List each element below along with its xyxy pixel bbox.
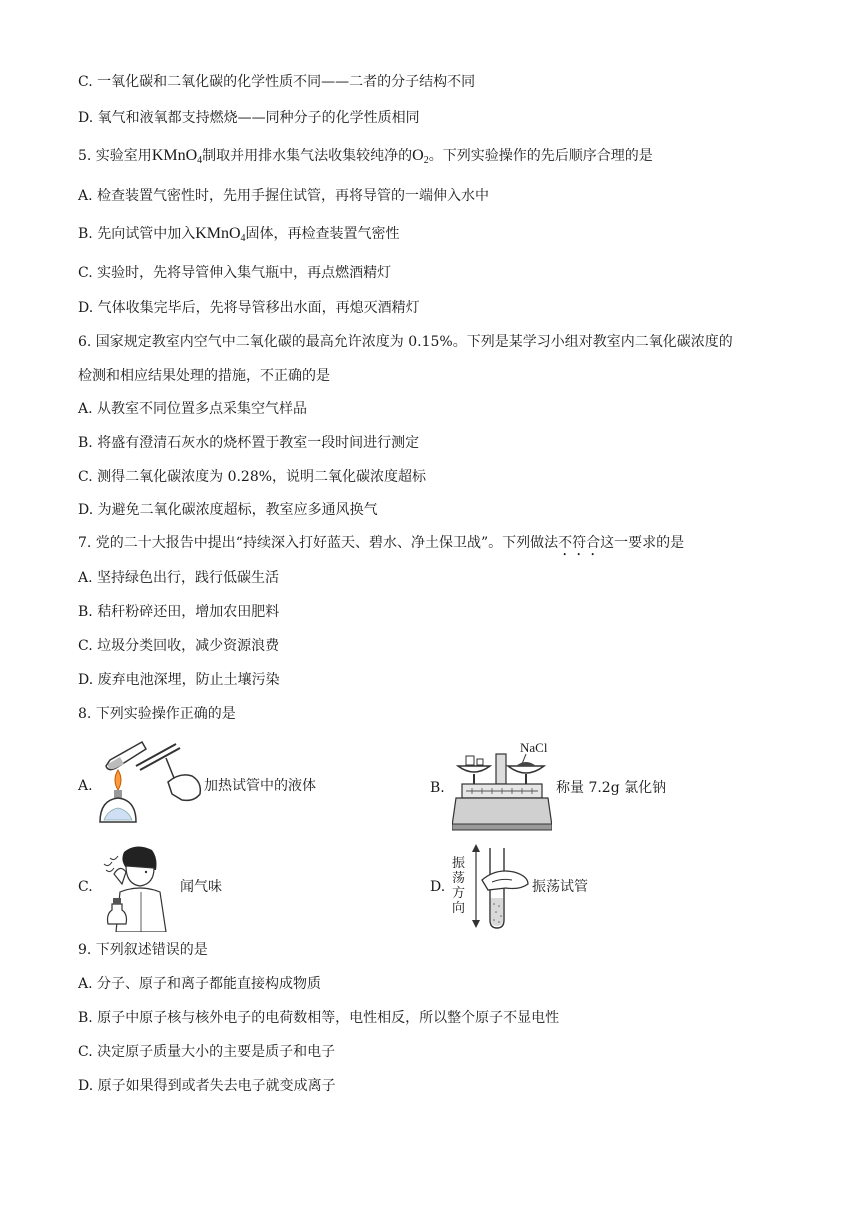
smelling-student-figure (96, 844, 176, 932)
q8-option-c-caption: 闻气味 (180, 879, 222, 895)
formula-kmno4: KMnO$_4$ (151, 147, 203, 166)
q7-stem: 7. 党的二十大报告中提出“持续深入打好蓝天、碧水、净土保卫战”。下列做法不符合这一要求的是 (78, 535, 685, 551)
q4-option-c: C. 一氧化碳和二氧化碳的化学性质不同——二者的分子结构不同 (78, 74, 476, 90)
heating-test-tube-figure (96, 738, 204, 834)
q5-option-d: D. 气体收集完毕后，先将导管移出水面，再熄灭酒精灯 (78, 300, 420, 316)
q9-stem: 9. 下列叙述错误的是 (78, 942, 208, 958)
q9-option-d: D. 原子如果得到或者失去电子就变成离子 (78, 1078, 336, 1094)
q7-option-c: C. 垃圾分类回收，减少资源浪费 (78, 638, 280, 654)
q5-option-a: A. 检查装置气密性时，先用手握住试管，再将导管的一端伸入水中 (78, 188, 490, 204)
q6-stem-line1: 6. 国家规定教室内空气中二氧化碳的最高允许浓度为 0.15%。下列是某学习小组对教室内二氧化碳浓度的 (78, 334, 733, 350)
q6-option-b: B. 将盛有澄清石灰水的烧杯置于教室一段时间进行测定 (78, 435, 420, 451)
q5-stem: 5. 实验室用KMnO$_4$制取并用排水集气法收集较纯净的$O_2$。下列实验操作的先后顺序合理的是 (78, 147, 653, 166)
q8-option-a-letter: A. (78, 778, 93, 794)
q5-option-b: B. 先向试管中加入KMnO$_4$固体，再检查装置气密性 (78, 225, 400, 244)
q8-option-d-letter: D. (430, 879, 446, 895)
q7-option-a: A. 坚持绿色出行，践行低碳生活 (78, 570, 280, 586)
q8-option-c-letter: C. (78, 879, 93, 895)
balance-scale-figure (452, 748, 552, 832)
q8-option-d-caption: 振荡试管 (532, 879, 588, 895)
q6-option-d: D. 为避免二氧化碳浓度超标，教室应多通风换气 (78, 502, 378, 518)
q6-stem-line2: 检测和相应结果处理的措施，不正确的是 (78, 368, 330, 384)
q8-stem: 8. 下列实验操作正确的是 (78, 706, 236, 722)
nacl-label: NaCl (520, 740, 548, 755)
formula-o2: $O_2$ (412, 147, 429, 166)
q9-option-c: C. 决定原子质量大小的主要是质子和电子 (78, 1044, 336, 1060)
q7-option-d: D. 废弃电池深埋，防止土壤污染 (78, 672, 280, 688)
q9-option-a: A. 分子、原子和离子都能直接构成物质 (78, 976, 322, 992)
q8-option-b-caption: 称量 7.2g 氯化钠 (556, 780, 667, 796)
emphasis-not-comply: 不符合 (558, 535, 601, 551)
shaking-test-tube-figure (466, 840, 530, 932)
q8-option-a-caption: 加热试管中的液体 (204, 778, 316, 794)
q7-option-b: B. 秸秆粉碎还田，增加农田肥料 (78, 604, 280, 620)
q6-option-c: C. 测得二氧化碳浓度为 0.28%，说明二氧化碳浓度超标 (78, 469, 427, 485)
q4-option-d: D. 氧气和液氧都支持燃烧——同种分子的化学性质相同 (78, 110, 420, 126)
q5-option-c: C. 实验时，先将导管伸入集气瓶中，再点燃酒精灯 (78, 265, 392, 281)
formula-kmno4: KMnO$_4$ (195, 225, 246, 244)
q8-option-b-letter: B. (430, 780, 445, 796)
q9-option-b: B. 原子中原子核与核外电子的电荷数相等，电性相反，所以整个原子不显电性 (78, 1010, 560, 1026)
shaking-direction-label: 振荡方向 (452, 856, 466, 916)
q6-option-a: A. 从教室不同位置多点采集空气样品 (78, 401, 308, 417)
